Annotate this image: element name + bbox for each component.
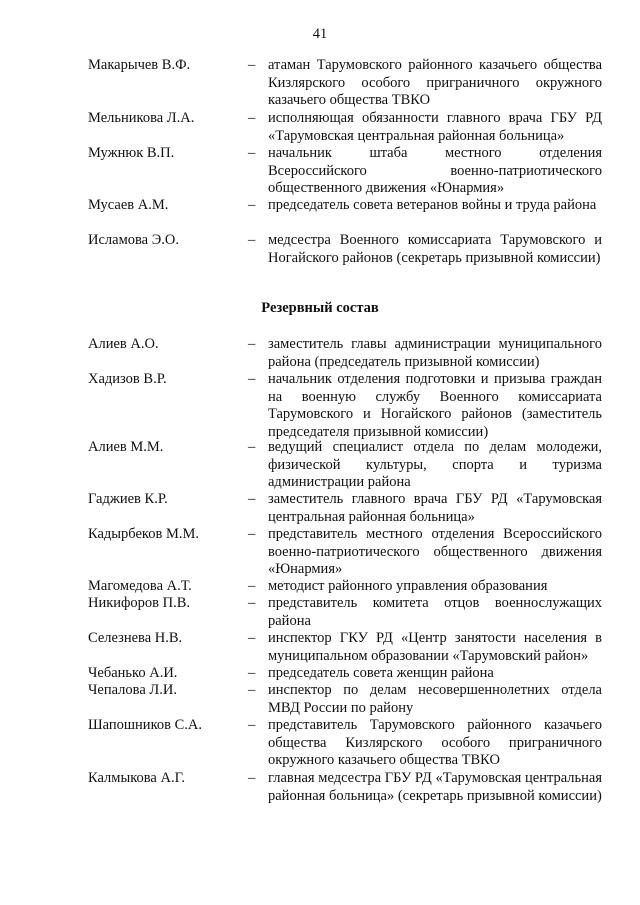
member-role: ведущий специалист отдела по делам молодежи, физической культуры, спорта и туризма администрации района	[268, 439, 602, 491]
member-dash: –	[248, 145, 256, 161]
member-dash: –	[248, 110, 256, 126]
member-dash: –	[248, 578, 256, 594]
member-name: Макарычев В.Ф.	[88, 57, 191, 73]
member-dash: –	[248, 491, 256, 507]
member-role: инспектор ГКУ РД «Центр занятости населения в муниципальном образовании «Тарумовский район»	[268, 630, 602, 664]
member-dash: –	[248, 682, 256, 698]
member-role: начальник штаба местного отделения Всероссийского военно-патриотического общественного движения «Юнармия»	[268, 145, 602, 197]
member-name: Чебанько А.И.	[88, 665, 178, 681]
member-dash: –	[248, 630, 256, 646]
member-name: Исламова Э.О.	[88, 232, 180, 248]
member-name: Хадизов В.Р.	[88, 371, 167, 387]
member-name: Селезнева Н.В.	[88, 630, 183, 646]
member-name: Мельникова Л.А.	[88, 110, 195, 126]
member-name: Магомедова А.Т.	[88, 578, 192, 594]
member-role: представитель местного отделения Всероссийского военно-патриотического общественного движения «Юнармия»	[268, 526, 602, 578]
member-role: заместитель главного врача ГБУ РД «Тарумовская центральная районная больница»	[268, 491, 602, 525]
member-role: представитель комитета отцов военнослужащих района	[268, 595, 602, 629]
member-name: Шапошников С.А.	[88, 717, 202, 733]
member-name: Алиев М.М.	[88, 439, 164, 455]
member-name: Чепалова Л.И.	[88, 682, 177, 698]
member-name: Кадырбеков М.М.	[88, 526, 199, 542]
member-role: инспектор по делам несовершеннолетних отдела МВД России по району	[268, 682, 602, 716]
member-dash: –	[248, 197, 256, 213]
member-role: заместитель главы администрации муниципального района (председатель призывной комиссии)	[268, 336, 602, 370]
member-dash: –	[248, 595, 256, 611]
member-role: медсестра Военного комиссариата Тарумовского и Ногайского районов (секретарь призывной комиссии)	[268, 232, 602, 266]
member-name: Гаджиев К.Р.	[88, 491, 168, 507]
member-role: атаман Тарумовского районного казачьего общества Кизлярского особого приграничного окружного казачьего общества ТВКО	[268, 57, 602, 109]
member-role: представитель Тарумовского районного казачьего общества Кизлярского особого приграничного окружного казачьего общества ТВКО	[268, 717, 602, 769]
member-dash: –	[248, 371, 256, 387]
member-name: Мужнюк В.П.	[88, 145, 175, 161]
member-role: главная медсестра ГБУ РД «Тарумовская центральная районная больница» (секретарь призывной комиссии)	[268, 770, 602, 804]
member-dash: –	[248, 57, 256, 73]
member-name: Мусаев А.М.	[88, 197, 169, 213]
member-role: исполняющая обязанности главного врача ГБУ РД «Тарумовская центральная районная больница»	[268, 110, 602, 144]
member-role: председатель совета женщин района	[268, 665, 494, 681]
member-dash: –	[248, 526, 256, 542]
member-name: Алиев А.О.	[88, 336, 159, 352]
section-title-reserve: Резервный состав	[261, 300, 379, 316]
member-dash: –	[248, 770, 256, 786]
member-role: методист районного управления образования	[268, 578, 548, 594]
member-dash: –	[248, 439, 256, 455]
member-name: Калмыкова А.Г.	[88, 770, 185, 786]
member-dash: –	[248, 717, 256, 733]
member-dash: –	[248, 336, 256, 352]
member-dash: –	[248, 232, 256, 248]
member-role: председатель совета ветеранов войны и труда района	[268, 197, 597, 213]
member-dash: –	[248, 665, 256, 681]
member-name: Никифоров П.В.	[88, 595, 191, 611]
page-number: 41	[312, 26, 328, 42]
member-role: начальник отделения подготовки и призыва граждан на военную службу Военного комиссариата Тарумовского и Ногайского районов (заместитель председателя призывной комиссии)	[268, 371, 602, 440]
